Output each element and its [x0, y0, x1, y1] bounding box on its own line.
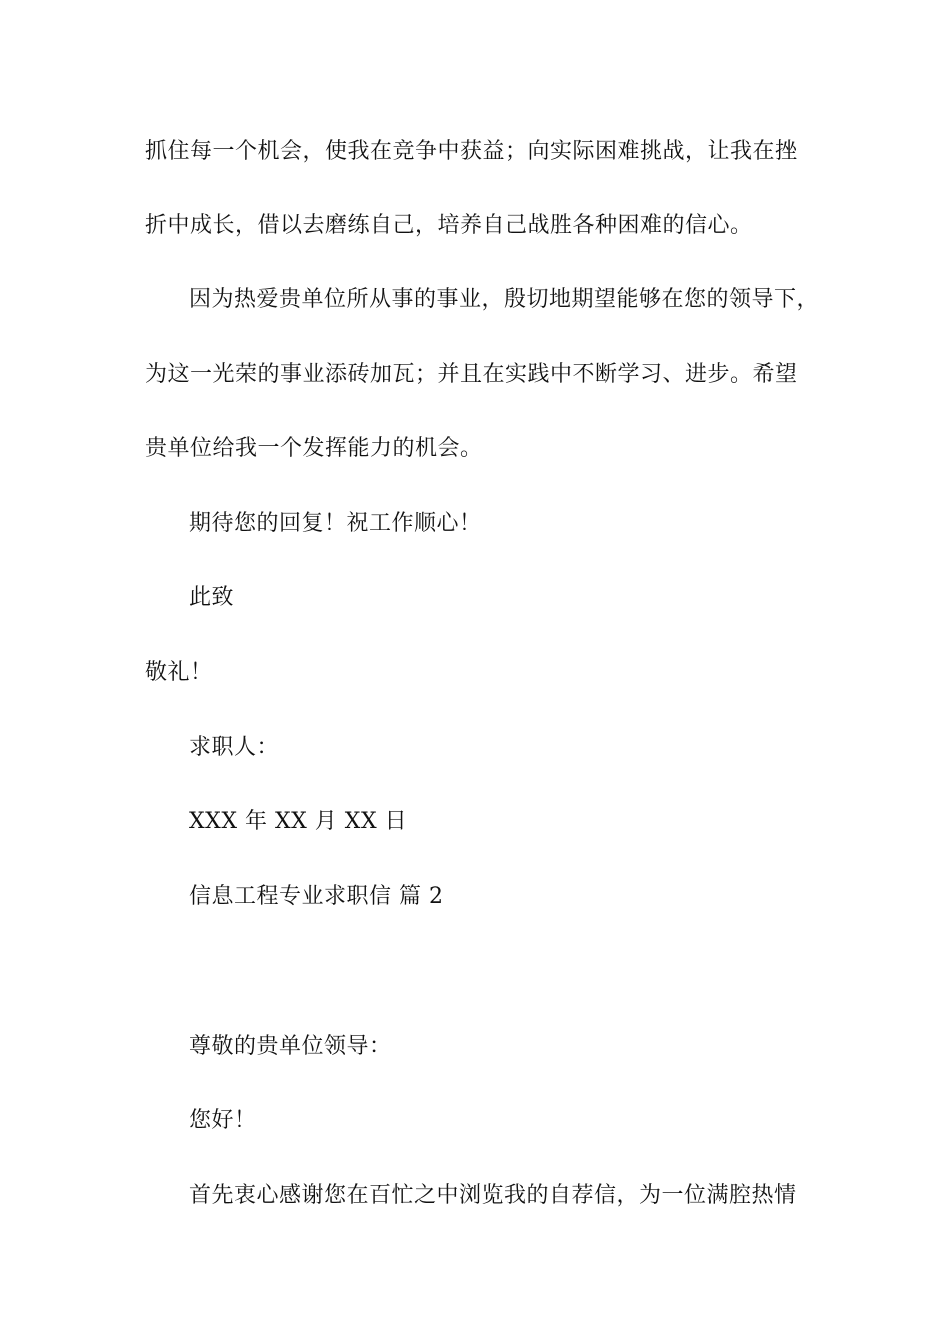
greeting-recipient: 尊敬的贵单位领导： — [189, 1034, 392, 1059]
paragraph-line: 首先衷心感谢您在百忙之中浏览我的自荐信，为一位满腔热情 — [189, 1183, 797, 1208]
paragraph-line: 抓住每一个机会，使我在竞争中获益；向实际困难挑战，让我在挫 — [145, 139, 798, 164]
paragraph-line: 为这一光荣的事业添砖加瓦；并且在实践中不断学习、进步。希望 — [145, 362, 798, 387]
greeting-hello: 您好！ — [189, 1108, 257, 1133]
date-line: XXX 年 XX 月 XX 日 — [189, 809, 408, 834]
paragraph-line: 贵单位给我一个发挥能力的机会。 — [145, 436, 483, 461]
signature-label: 求职人： — [189, 735, 280, 760]
salutation-respect: 敬礼！ — [145, 660, 213, 685]
salutation-close: 此致 — [189, 585, 235, 610]
closing-wish: 期待您的回复！祝工作顺心！ — [189, 511, 482, 536]
section-title: 信息工程专业求职信 篇 2 — [189, 884, 444, 909]
paragraph-line: 因为热爱贵单位所从事的事业，殷切地期望能够在您的领导下， — [189, 287, 820, 312]
paragraph-line: 折中成长，借以去磨练自己，培养自己战胜各种困难的信心。 — [145, 213, 753, 238]
